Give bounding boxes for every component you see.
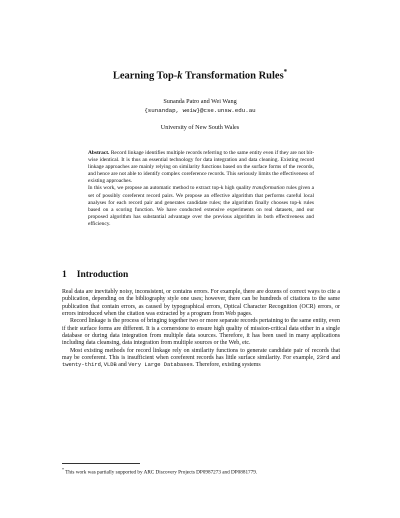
author-email: {sunandap, weiw}@cse.unsw.edu.au (144, 107, 256, 114)
code-twenty-third: twenty-third (62, 362, 101, 369)
section-title: Introduction (76, 270, 129, 280)
abstract-text-2b: rules given a set of possibly coreferent record pairs. We propose an effective algorithm that performs careful local analyses for each record pair and generates candidate rules; the algorithm finally chooses top-k rules based on a scoring function. We have conducted extensive experiments on real datasets, and our proposed algorithm has substantial advantage over the previous algorithm in both effectiveness and efficiency. (88, 185, 314, 227)
abstract-paragraph-2 (88, 185, 314, 228)
body-text-3b: and (329, 355, 340, 362)
abstract-emphasis: transformation (252, 185, 285, 192)
code-very-large-databases: Very Large Databases (128, 362, 193, 369)
body-text-3a: Most existing methods for record linkage rely on similarity functions to generate candidate pair of records that may be coreferent. This is insufficient when coreferent records has little surface similarity. For example, (62, 347, 340, 362)
code-23rd: 23rd (316, 355, 330, 362)
authors: Sunanda Patro and Wei Wang (163, 98, 237, 105)
affiliation: University of New South Wales (160, 124, 240, 131)
code-vldb: VLDB (103, 362, 117, 369)
body-paragraph-1: Real data are inevitably noisy, inconsistent, or contains errors. For example, there are dozens of correct ways to cite a publication, depending on the bibliography style one uses; however, there can be hundreds of citations to the same publication that contain errors, as caused by typographical errors, Optical Character Recognition (OCR) errors, or errors introduced when the citation was extracted by a program from Web pages. (62, 289, 340, 318)
footnote-mark: * (62, 467, 64, 472)
abstract-text-1: Record linkage identifies multiple records referring to the same entity even if they are not bit-wise identical. It is thus an essential technology for data integration and data cleaning. Existing record linkage approaches are mainly relying on similarity functions based on the surface forms of the records, and hence are not able to identify complex coreference records. This seriously limits the effectiveness of existing approaches. (88, 150, 314, 185)
abstract-label: Abstract. (88, 150, 110, 156)
footnote (62, 467, 340, 477)
body-text-3e: . Therefore, existing systems (192, 362, 261, 369)
abstract-text-2a: In this work, we propose an automatic method to extract top-k high quality (88, 185, 253, 192)
title-k: k (177, 70, 183, 82)
title-text-start: Learning Top- (112, 70, 178, 82)
body-text-3d: and (116, 362, 129, 369)
abstract-paragraph-1 (88, 150, 314, 185)
section-heading (62, 270, 128, 280)
title-text-end: Transformation Rules (182, 70, 284, 82)
body-text-3c: , (100, 362, 104, 369)
abstract (88, 150, 314, 228)
section-number: 1 (62, 270, 67, 280)
footnote-rule (62, 463, 140, 464)
body-paragraph-3 (62, 348, 340, 370)
body-text (62, 289, 340, 370)
body-paragraph-2: Record linkage is the process of bringing together two or more separate records pertaining to the same entity, even if their surface forms are different. It is a cornerstone to ensure high quality of mission-critical data either in a single database or during data integration from multiple data sources. Therefore, it has been used in many applications including data cleansing, data integration from multiple sources or the Web, etc. (62, 318, 340, 347)
title-footnote-mark: * (283, 68, 288, 76)
footnote-text: This work was partially supported by ARC Discovery Projects DP0987273 and DP0881779. (64, 469, 258, 476)
paper-title (0, 68, 400, 82)
